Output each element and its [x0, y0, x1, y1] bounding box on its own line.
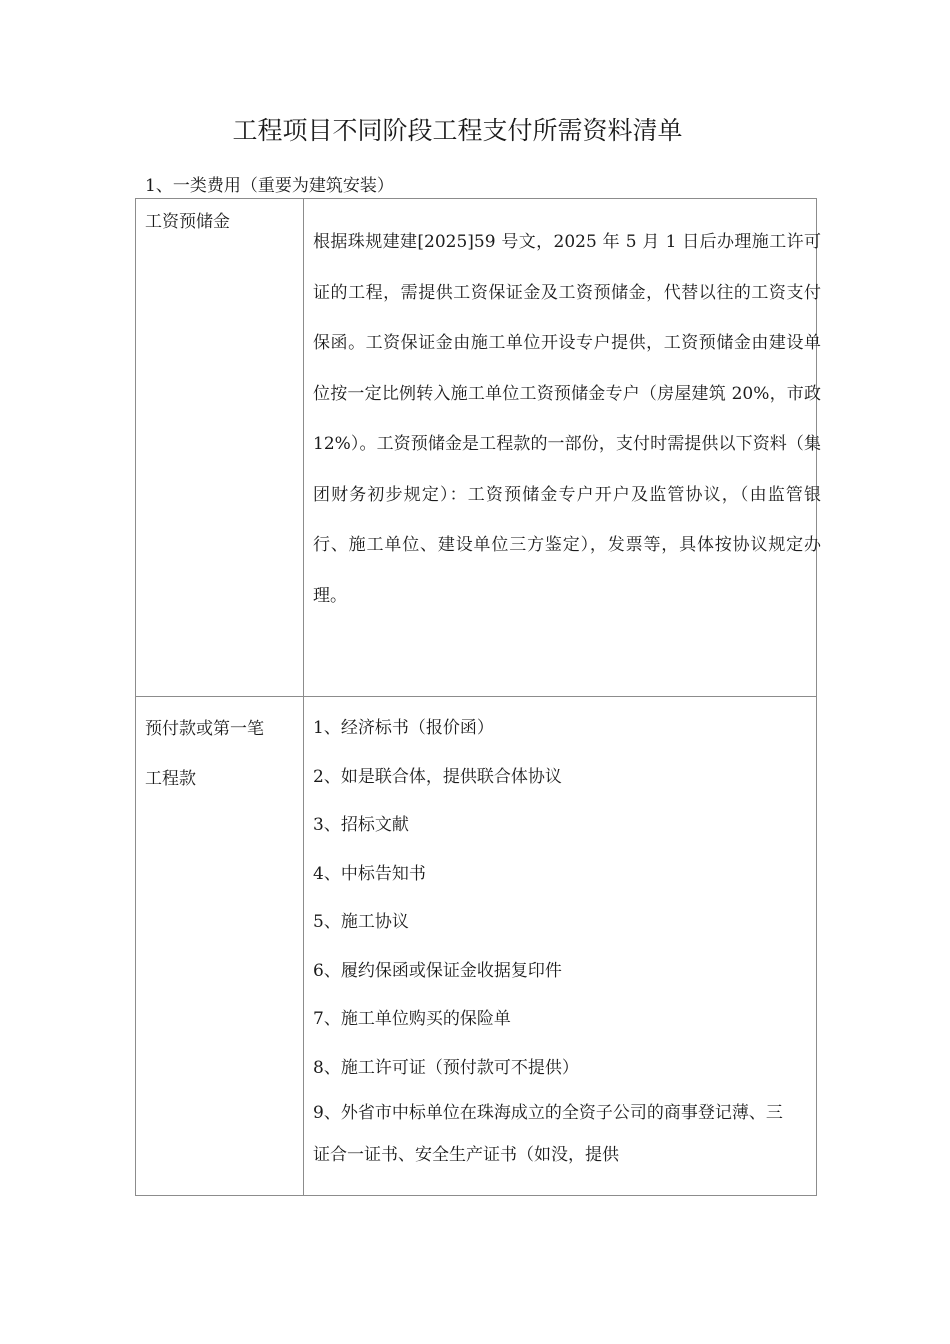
row-label-advance-payment: 预付款或第一笔工程款 — [145, 719, 264, 789]
list-item: 9、外省市中标单位在珠海成立的全资子公司的商事登记薄、三证合一证书、安全生产证书（如没，提供 — [313, 1103, 783, 1165]
row-content-cell — [304, 697, 817, 1196]
table-row — [136, 697, 817, 1196]
list-item: 8、施工许可证（预付款可不提供） — [313, 1057, 579, 1078]
requirements-table — [135, 198, 821, 1196]
row-content-cell — [304, 199, 821, 697]
list-item: 4、中标告知书 — [313, 863, 426, 884]
list-item: 3、招标文献 — [313, 815, 409, 835]
wage-reserve-description: 根据珠规建建[2025]59 号文，2025 年 5 月 1 日后办理施工许可证的工程，需提供工资保证金及工资预储金，代替以往的工资支付保函。工资保证金由施工单位开设专户提供，工资预储金由建设单位按一定比例转入施工单位工资预储金专户（房屋建筑 20%，市政 12%）。工资预储金是工程款的一部份，支付时需提供以下资料（集团财务初步规定）：工资预储金专户开户及监管协议，（由监管银行、施工单位、建设单位三方鉴定），发票等，具体按协议规定办理。 — [313, 232, 821, 606]
row-label-cell — [136, 199, 304, 697]
list-item: 1、经济标书（报价函） — [313, 718, 494, 738]
document-title: 工程项目不同阶段工程支付所需资料清单 — [232, 116, 683, 145]
row-label-wage-reserve: 工资预储金 — [145, 212, 230, 232]
list-item: 6、履约保函或保证金收据复印件 — [313, 960, 562, 981]
table-row — [136, 199, 817, 697]
section-heading: 1、一类费用（重要为建筑安装） — [145, 176, 394, 196]
list-item: 5、施工协议 — [313, 912, 409, 932]
row-label-cell — [136, 697, 304, 1196]
list-item: 7、施工单位购买的保险单 — [313, 1009, 511, 1029]
required-documents-list — [313, 704, 816, 1176]
list-item: 2、如是联合体，提供联合体协议 — [313, 766, 562, 787]
